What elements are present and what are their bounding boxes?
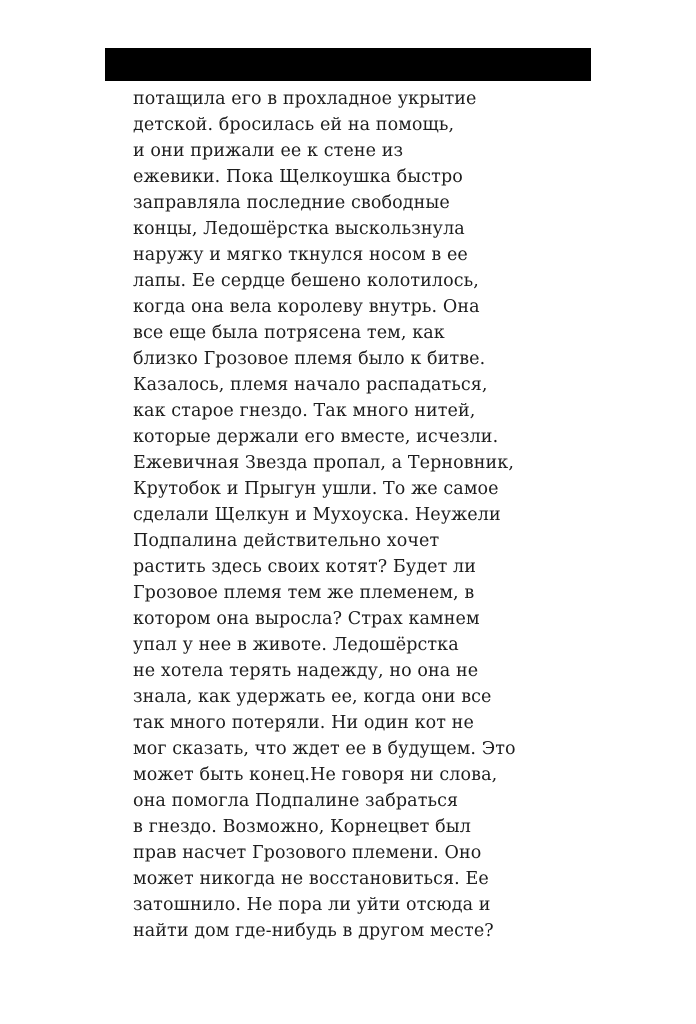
text-line: наружу и мягко ткнулся носом в ее <box>133 245 468 265</box>
text-line: сделали Щелкун и Мухоуска. Неужели <box>133 505 501 525</box>
text-line: Казалось, племя начало распадаться, <box>133 375 488 395</box>
text-line: когда она вела королеву внутрь. Она <box>133 297 480 317</box>
text-line: Ежевичная Звезда пропал, а Терновник, <box>133 453 514 473</box>
text-line: в гнездо. Возможно, Корнецвет был <box>133 817 471 837</box>
text-line: мог сказать, что ждет ее в будущем. Это <box>133 739 516 759</box>
text-line: ежевики. Пока Щелкоушка быстро <box>133 167 463 187</box>
text-line: близко Грозовое племя было к битве. <box>133 349 486 369</box>
text-line: прав насчет Грозового племени. Оно <box>133 843 482 863</box>
text-line: как старое гнездо. Так много нитей, <box>133 401 476 421</box>
text-line: и они прижали ее к стене из <box>133 141 404 161</box>
text-line: заправляла последние свободные <box>133 193 450 213</box>
text-line: растить здесь своих котят? Будет ли <box>133 557 477 577</box>
redaction-bar <box>105 48 591 81</box>
text-line: потащила его в прохладное укрытие <box>133 89 477 109</box>
text-line: знала, как удержать ее, когда они все <box>133 687 492 707</box>
text-line: все еще была потрясена тем, как <box>133 323 445 343</box>
text-line: Подпалина действительно хочет <box>133 531 440 551</box>
text-line: не хотела терять надежду, но она не <box>133 661 479 681</box>
text-line: так много потеряли. Ни один кот не <box>133 713 474 733</box>
text-line: может быть конец.Не говоря ни слова, <box>133 765 498 785</box>
text-line: может никогда не восстановиться. Ее <box>133 869 489 889</box>
text-line: найти дом где-нибудь в другом месте? <box>133 921 494 941</box>
text-line: котором она выросла? Страх камнем <box>133 609 480 629</box>
text-line: лапы. Ее сердце бешено колотилось, <box>133 271 479 291</box>
text-line: Крутобок и Прыгун ушли. То же самое <box>133 479 499 499</box>
text-line: затошнило. Не пора ли уйти отсюда и <box>133 895 491 915</box>
text-line: концы, Ледошёрстка выскользнула <box>133 219 465 239</box>
story-text <box>133 86 573 944</box>
text-line: которые держали его вместе, исчезли. <box>133 427 499 447</box>
text-line: она помогла Подпалине забраться <box>133 791 459 811</box>
text-line: детской. бросилась ей на помощь, <box>133 115 455 135</box>
text-line: Грозовое племя тем же племенем, в <box>133 583 475 603</box>
text-line: упал у нее в животе. Ледошёрстка <box>133 635 459 655</box>
